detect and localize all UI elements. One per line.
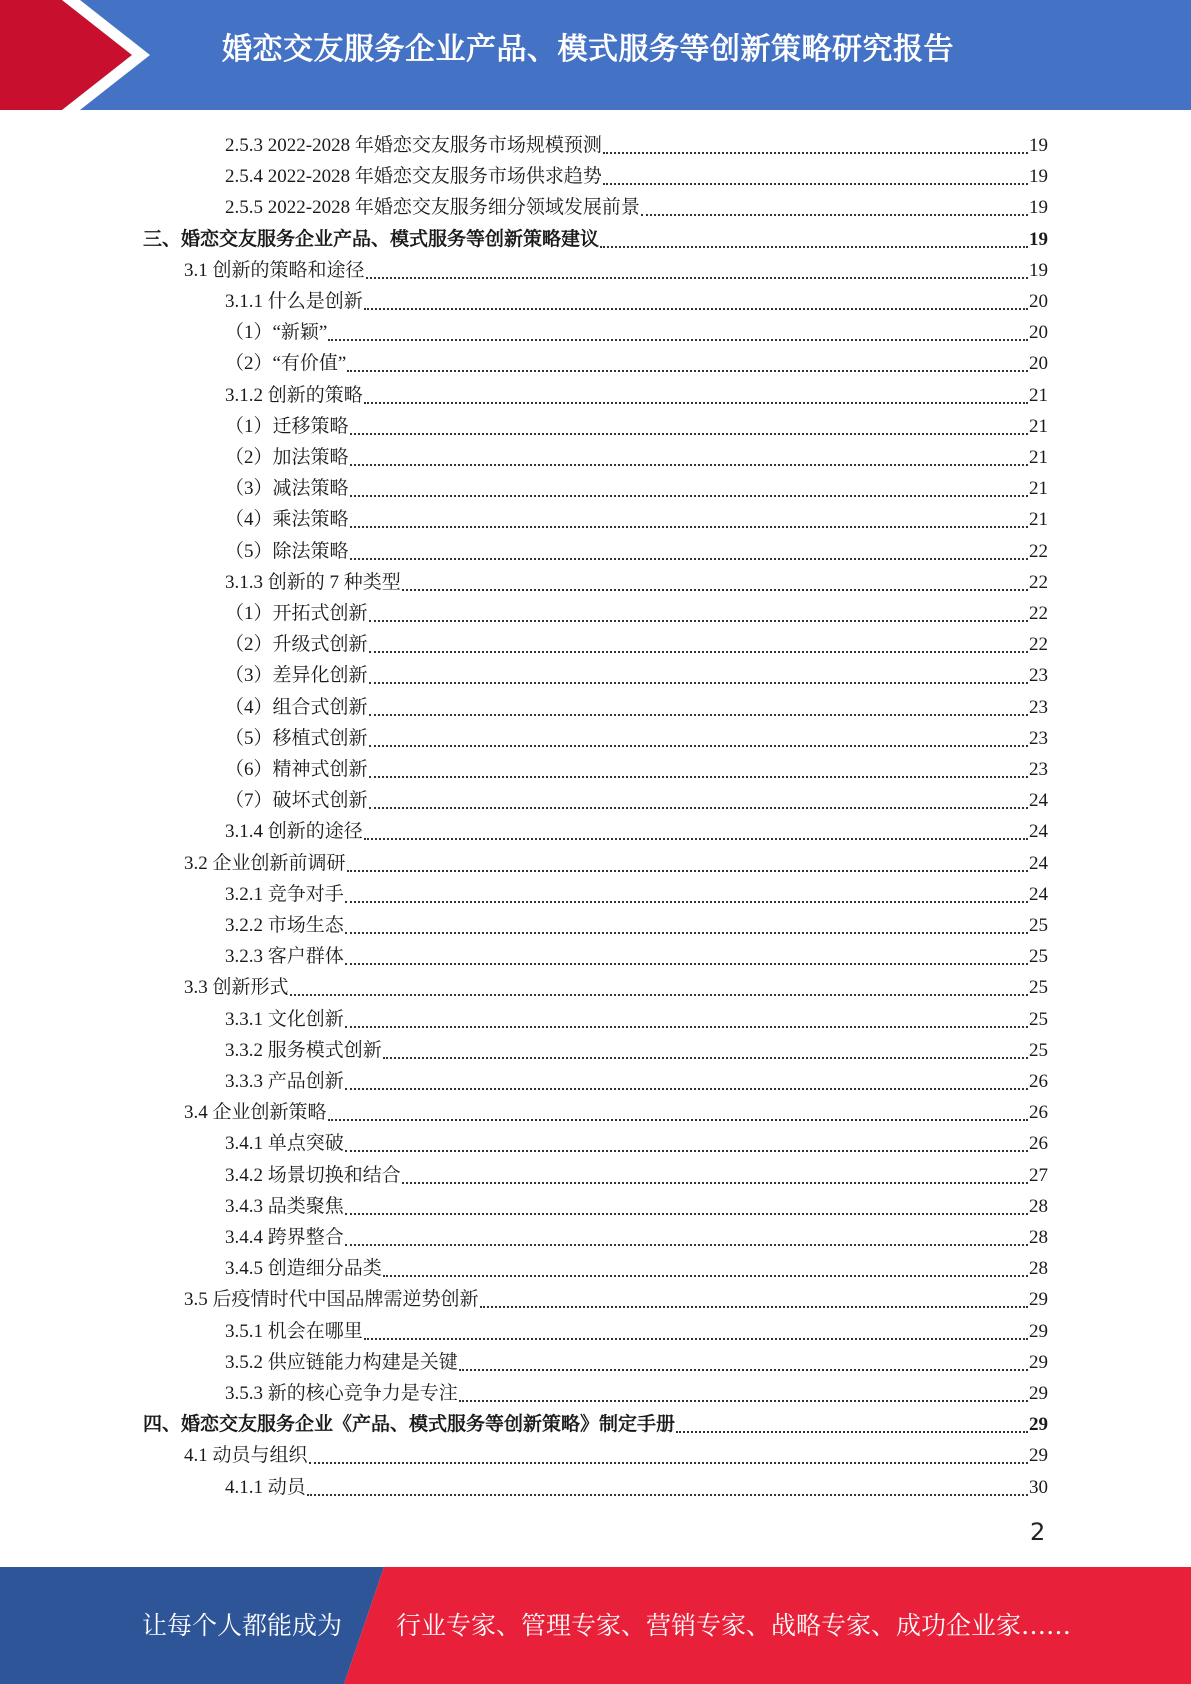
toc-entry[interactable] (225, 657, 1048, 688)
toc-entry[interactable] (225, 1032, 1048, 1063)
toc-leader-dots (345, 962, 1028, 965)
toc-entry-label: 3.4.3 品类聚焦 (225, 1195, 344, 1217)
toc-entry-label: 3.1.2 创新的策略 (225, 384, 363, 406)
toc-entry-page: 29 (1029, 1414, 1048, 1436)
toc-entry-label: 3.5.1 机会在哪里 (225, 1320, 363, 1342)
toc-entry-label: 3.4 企业创新策略 (184, 1102, 327, 1124)
toc-entry-label: （7）破坏式创新 (225, 790, 368, 812)
toc-entry[interactable] (225, 1001, 1048, 1032)
toc-leader-dots (328, 1118, 1028, 1121)
toc-leader-dots (600, 245, 1028, 248)
toc-entry[interactable] (184, 252, 1048, 283)
toc-entry-page: 24 (1029, 883, 1048, 905)
toc-leader-dots (347, 869, 1028, 872)
toc-entry[interactable] (225, 1157, 1048, 1188)
toc-leader-dots (402, 1181, 1028, 1184)
toc-entry-label: 4.1 动员与组织 (184, 1445, 308, 1467)
toc-entry-label: （4）组合式创新 (225, 696, 368, 718)
toc-entry-page: 28 (1029, 1195, 1048, 1217)
toc-entry-page: 30 (1029, 1476, 1048, 1498)
toc-entry-label: 三、婚恋交友服务企业产品、模式服务等创新策略建议 (143, 228, 600, 250)
toc-leader-dots (345, 1212, 1028, 1215)
toc-entry[interactable] (225, 876, 1048, 907)
toc-leader-dots (366, 276, 1028, 279)
toc-entry-page: 24 (1029, 852, 1048, 874)
toc-entry[interactable] (225, 408, 1048, 439)
toc-leader-dots (345, 931, 1028, 934)
header-arrow-icon (0, 0, 160, 110)
toc-entry[interactable] (225, 158, 1048, 189)
toc-entry-page: 29 (1029, 1289, 1048, 1311)
toc-entry-label: 3.5.2 供应链能力构建是关键 (225, 1351, 458, 1373)
toc-entry-page: 23 (1029, 696, 1048, 718)
toc-leader-dots (345, 1149, 1028, 1152)
toc-entry-label: （3）差异化创新 (225, 665, 368, 687)
toc-entry-page: 29 (1029, 1351, 1048, 1373)
toc-entry-label: （1）开拓式创新 (225, 603, 368, 624)
toc-entry-page: 21 (1029, 478, 1048, 500)
toc-entry[interactable] (225, 189, 1048, 220)
toc-entry-page: 20 (1029, 322, 1048, 344)
toc-entry-page: 21 (1029, 415, 1048, 437)
toc-entry-page: 24 (1029, 821, 1048, 843)
toc-entry-page: 25 (1029, 977, 1048, 999)
toc-leader-dots (480, 1305, 1028, 1308)
toc-entry[interactable] (225, 345, 1048, 376)
toc-leader-dots (345, 1025, 1028, 1028)
toc-entry-label: 2.5.5 2022-2028 年婚恋交友服务细分领域发展前景 (225, 197, 640, 219)
toc-entry-label: 3.3.1 文化创新 (225, 1008, 344, 1030)
toc-leader-dots (603, 182, 1028, 185)
toc-entry-page: 25 (1029, 1008, 1048, 1030)
toc-leader-dots (290, 993, 1028, 996)
toc-leader-dots (350, 557, 1028, 560)
toc-entry[interactable] (184, 1281, 1048, 1312)
toc-entry-page: 23 (1029, 759, 1048, 780)
toc-leader-dots (364, 307, 1028, 310)
toc-leader-dots (383, 1056, 1028, 1059)
toc-entry-page: 19 (1029, 259, 1048, 281)
toc-leader-dots (641, 213, 1028, 216)
toc-entry-page: 26 (1029, 1071, 1048, 1092)
toc-entry[interactable] (225, 1313, 1048, 1344)
toc-entry[interactable] (225, 1375, 1048, 1406)
toc-entry-label: 3.3 创新形式 (184, 977, 289, 999)
toc-entry[interactable] (184, 1094, 1048, 1125)
toc-entry[interactable] (225, 1469, 1048, 1500)
toc-leader-dots (309, 1461, 1028, 1464)
toc-entry-page: 24 (1029, 790, 1048, 812)
toc-leader-dots (369, 744, 1028, 747)
toc-entry-label: （6）精神式创新 (225, 759, 368, 780)
footer-slogan-right: 行业专家、管理专家、营销专家、战略专家、成功企业家…… (396, 1611, 1072, 1640)
toc-entry-page: 26 (1029, 1102, 1048, 1124)
toc-leader-dots (347, 369, 1028, 372)
toc-entry-page: 19 (1029, 228, 1048, 250)
header-banner (0, 0, 1191, 110)
toc-entry-page: 25 (1029, 946, 1048, 968)
toc-entry[interactable] (225, 501, 1048, 532)
toc-entry-page: 22 (1029, 634, 1048, 656)
toc-entry-page: 20 (1029, 291, 1048, 312)
toc-entry[interactable] (143, 221, 1048, 252)
toc-entry[interactable] (225, 564, 1048, 595)
toc-leader-dots (676, 1430, 1028, 1433)
toc-entry-page: 21 (1029, 509, 1048, 531)
toc-entry-page: 20 (1029, 353, 1048, 375)
toc-entry[interactable] (225, 1188, 1048, 1219)
toc-leader-dots (350, 525, 1028, 528)
toc-entry-page: 21 (1029, 447, 1048, 468)
toc-entry-label: 3.4.5 创造细分品类 (225, 1258, 382, 1280)
toc-leader-dots (369, 619, 1028, 622)
toc-entry[interactable] (225, 1219, 1048, 1250)
toc-entry-page: 28 (1029, 1258, 1048, 1280)
toc-entry[interactable] (225, 314, 1048, 345)
toc-leader-dots (345, 1243, 1028, 1246)
toc-entry-page: 25 (1029, 1039, 1048, 1061)
toc-entry-label: 3.1 创新的策略和途径 (184, 259, 365, 281)
toc-entry[interactable] (184, 845, 1048, 876)
toc-entry-label: 2.5.4 2022-2028 年婚恋交友服务市场供求趋势 (225, 166, 602, 188)
toc-entry[interactable] (225, 938, 1048, 969)
toc-entry[interactable] (225, 1063, 1048, 1094)
toc-entry-label: 3.4.4 跨界整合 (225, 1227, 344, 1248)
toc-entry-label: 3.2.2 市场生态 (225, 915, 344, 936)
toc-entry[interactable] (225, 1250, 1048, 1281)
toc-entry[interactable] (225, 813, 1048, 844)
toc-entry-label: 3.1.3 创新的 7 种类型 (225, 571, 401, 593)
toc-entry[interactable] (184, 1437, 1048, 1468)
toc-entry[interactable] (225, 907, 1048, 938)
toc-entry-label: 3.3.2 服务模式创新 (225, 1039, 382, 1061)
toc-leader-dots (383, 1274, 1028, 1277)
toc-entry-label: （5）除法策略 (225, 540, 349, 562)
toc-entry-page: 29 (1029, 1383, 1048, 1404)
toc-leader-dots (307, 1493, 1028, 1496)
toc-entry-label: 3.3.3 产品创新 (225, 1071, 344, 1092)
toc-leader-dots (369, 681, 1028, 684)
footer-banner (0, 1567, 1191, 1684)
toc-entry[interactable] (225, 689, 1048, 720)
toc-entry[interactable] (225, 377, 1048, 408)
toc-leader-dots (364, 401, 1028, 404)
toc-entry[interactable] (184, 969, 1048, 1000)
toc-entry[interactable] (225, 782, 1048, 813)
toc-leader-dots (603, 151, 1028, 154)
toc-entry-label: 3.5 后疫情时代中国品牌需逆势创新 (184, 1289, 479, 1311)
toc-entry-page: 22 (1029, 571, 1048, 593)
toc-entry[interactable] (225, 533, 1048, 564)
toc-entry-label: 3.4.2 场景切换和结合 (225, 1164, 401, 1186)
toc-entry-label: （2）加法策略 (225, 447, 349, 468)
toc-entry[interactable] (225, 1125, 1048, 1156)
toc-entry[interactable] (225, 595, 1048, 626)
toc-leader-dots (345, 1087, 1028, 1090)
toc-leader-dots (369, 650, 1028, 653)
toc-leader-dots (364, 1337, 1028, 1340)
toc-leader-dots (350, 494, 1028, 497)
toc-entry[interactable] (225, 751, 1048, 782)
toc-entry-page: 26 (1029, 1133, 1048, 1155)
toc-leader-dots (350, 432, 1028, 435)
toc-entry-page: 25 (1029, 915, 1048, 936)
toc-entry-label: 四、婚恋交友服务企业《产品、模式服务等创新策略》制定手册 (143, 1414, 676, 1436)
page-number: 2 (1030, 1518, 1046, 1546)
toc-entry-page: 22 (1029, 603, 1048, 624)
toc-entry-label: 3.2.3 客户群体 (225, 946, 344, 968)
toc-entry-page: 22 (1029, 540, 1048, 562)
toc-entry-label: 3.4.1 单点突破 (225, 1133, 344, 1155)
toc-entry-label: （2）升级式创新 (225, 634, 368, 656)
toc-leader-dots (369, 775, 1028, 778)
toc-entry-page: 29 (1029, 1320, 1048, 1342)
toc-entry-label: （3）减法策略 (225, 478, 349, 500)
toc-leader-dots (459, 1399, 1028, 1402)
toc-entry[interactable] (143, 1406, 1048, 1437)
toc-leader-dots (350, 463, 1028, 466)
toc-entry[interactable] (225, 439, 1048, 470)
toc-entry-page: 19 (1029, 166, 1048, 188)
toc-entry-page: 23 (1029, 727, 1048, 749)
toc-entry-label: 3.5.3 新的核心竞争力是专注 (225, 1383, 458, 1404)
toc-entry[interactable] (225, 283, 1048, 314)
toc-entry-page: 21 (1029, 384, 1048, 406)
toc-entry-label: 3.2 企业创新前调研 (184, 852, 346, 874)
toc-entry[interactable] (225, 626, 1048, 657)
footer-slogan-left: 让每个人都能成为 (142, 1611, 343, 1640)
toc-entry-label: 3.1.4 创新的途径 (225, 821, 363, 843)
toc-entry-label: 4.1.1 动员 (225, 1476, 306, 1498)
toc-entry-page: 29 (1029, 1445, 1048, 1467)
toc-entry[interactable] (225, 470, 1048, 501)
toc-entry-label: 2.5.3 2022-2028 年婚恋交友服务市场规模预测 (225, 135, 602, 156)
toc-entry-label: （2）“有价值” (225, 353, 347, 375)
toc-leader-dots (369, 713, 1028, 716)
toc-entry[interactable] (225, 127, 1048, 158)
toc-leader-dots (369, 806, 1028, 809)
toc-entry-page: 23 (1029, 665, 1048, 687)
toc-leader-dots (459, 1368, 1028, 1371)
toc-leader-dots (364, 837, 1028, 840)
toc-entry-page: 19 (1029, 135, 1048, 156)
toc-entry-label: 3.2.1 竞争对手 (225, 883, 344, 905)
toc-entry-label: （5）移植式创新 (225, 727, 368, 749)
toc-entry-label: （1）迁移策略 (225, 415, 349, 437)
page-title: 婚恋交友服务企业产品、模式服务等创新策略研究报告 (222, 32, 954, 67)
toc-entry[interactable] (225, 1344, 1048, 1375)
toc-entry-label: （4）乘法策略 (225, 509, 349, 531)
toc-entry-page: 27 (1029, 1164, 1048, 1186)
toc-entry-page: 19 (1029, 197, 1048, 219)
toc-entry-label: 3.1.1 什么是创新 (225, 291, 363, 312)
toc-leader-dots (402, 588, 1028, 591)
toc-entry-label: （1）“新颖” (225, 322, 328, 344)
toc-entry[interactable] (225, 720, 1048, 751)
toc-leader-dots (328, 338, 1028, 341)
toc-entry-page: 28 (1029, 1227, 1048, 1248)
toc-leader-dots (345, 900, 1028, 903)
